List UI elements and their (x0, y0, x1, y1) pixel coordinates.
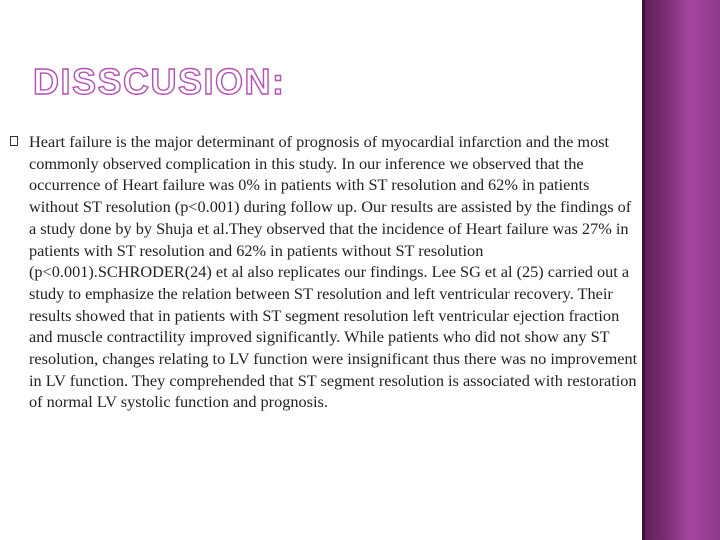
bullet-text: Heart failure is the major determinant of prognosis of myocardial infarction and the most commonly observed complication in this study. In our inference we observed that the occurrence of Heart failure was 0% in patients with ST resolution and 62% in patients without ST resolution (p<0.001) during follow up. Our results are assisted by the findings of a study done by by Shuja et al.They observed that the incidence of Heart failure was 27% in patients with ST resolution and 62% in patients without ST resolution (p<0.001).SCHRODER(24) et al also replicates our findings. Lee SG et al (25) carried out a study to emphasize the relation between ST resolution and left ventricular recovery. Their results showed that in patients with ST segment resolution left ventricular ejection fraction and muscle contractility improved significantly. While patients who did not show any ST resolution, changes relating to LV function were insignificant thus there was no improvement in LV function. They comprehended that ST segment resolution is associated with restoration of normal LV systolic function and prognosis. (29, 132, 638, 412)
decorative-side-band (642, 0, 720, 540)
slide-title: DISSCUSION: (33, 61, 286, 102)
hollow-square-bullet-icon (10, 136, 18, 146)
